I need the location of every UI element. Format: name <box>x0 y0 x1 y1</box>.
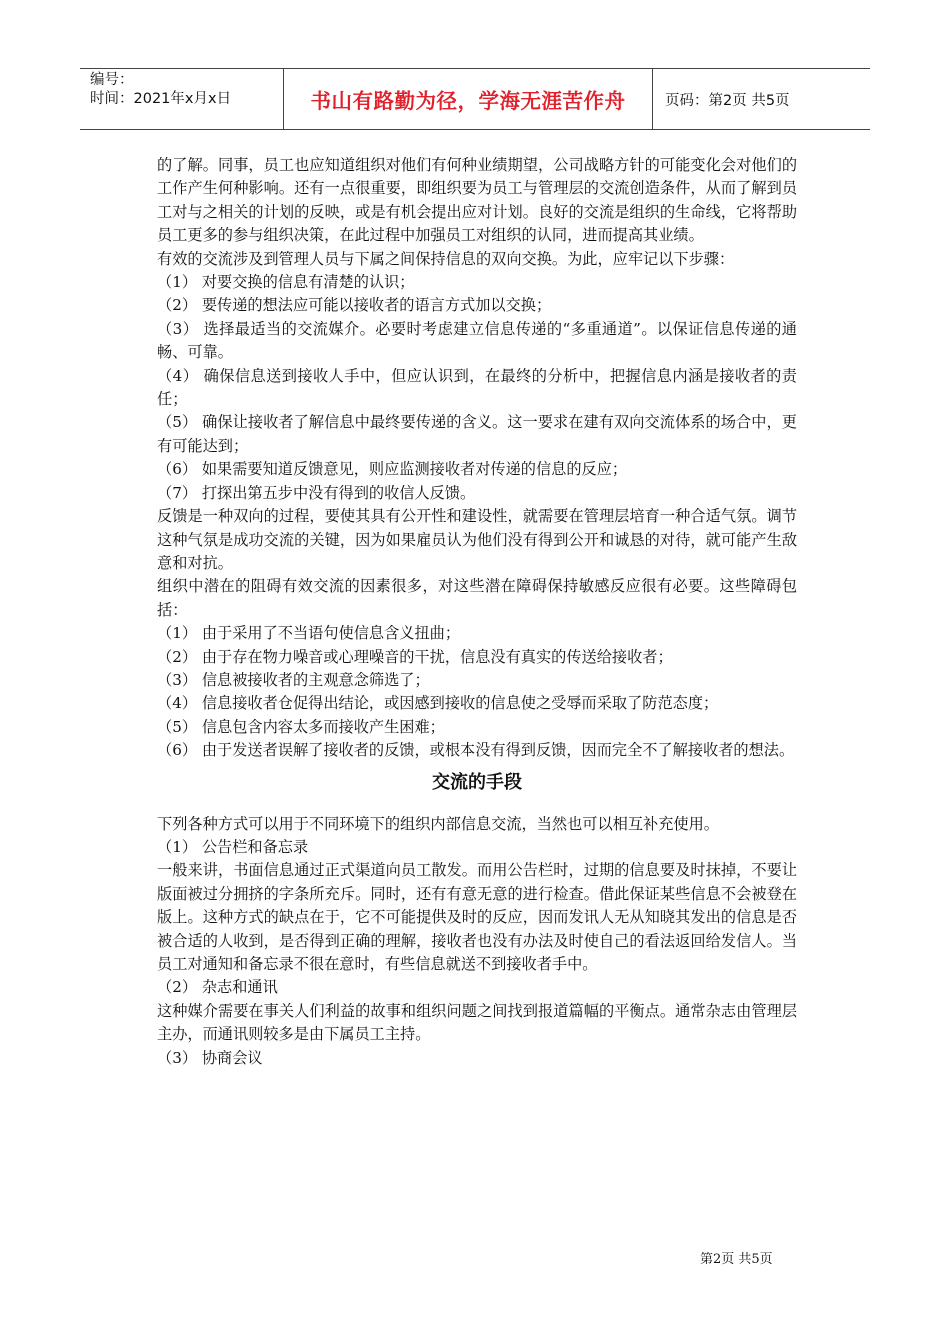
paragraph: 有效的交流涉及到管理人员与下属之间保持信息的双向交换。为此，应牢记以下步骤： <box>157 249 735 268</box>
list-item: （2） 由于存在物力噪音或心理噪音的干扰，信息没有真实的传送给接收者； <box>157 647 673 666</box>
subheading: （3） 协商会议 <box>157 1048 263 1067</box>
list-item: （7） 打探出第五步中没有得到的收信人反馈。 <box>157 483 476 502</box>
list-item: （3） 信息被接收者的主观意念筛选了； <box>157 670 430 689</box>
list-item: （4） 信息接收者仓促得出结论，或因感到接收的信息使之受辱而采取了防范态度； <box>157 694 719 713</box>
list-item: （5） 信息包含内容太多而接收产生困难； <box>157 717 445 736</box>
header-page-code: 页码：第2页 共5页 <box>665 92 790 109</box>
list-item: （1） 由于采用了不当语句使信息含义扭曲； <box>157 624 461 643</box>
paragraph: 下列各种方式可以用于不同环境下的组织内部信息交流，当然也可以相互补充使用。 <box>157 814 719 833</box>
paragraph: 的了解。同事，员工也应知道组织对他们有何种业绩期望，公司战略方针的可能变化会对他们的工作产生何种影响。还有一点很重要，即组织要为员工与管理层的交流创造条件，从而了解到员工对与之相关的计划的反映，或是有机会提出应对计划。良好的交流是组织的生命线，它将帮助员工更多的参与组织决策，在此过程中加强员工对组织的认同，进而提高其业绩。 <box>157 156 797 245</box>
subheading: （1） 公告栏和备忘录 <box>157 837 309 856</box>
paragraph: 反馈是一种双向的过程，要使其具有公开性和建设性，就需要在管理层培育一种合适气氛。调节这种气氛是成功交流的关键，因为如果雇员认为他们没有得到公开和诚恳的对待，就可能产生敌意和对抗。 <box>157 507 797 572</box>
header-meta <box>80 69 283 129</box>
page-footer: 第2页 共5页 <box>700 1252 773 1267</box>
section-title: 交流的手段 <box>432 771 522 793</box>
paragraph: 一般来讲，书面信息通过正式渠道向员工散发。而用公告栏时，过期的信息要及时抹掉，不要让版面被过分拥挤的字条所充斥。同时，还有有意无意的进行检查。借此保证某些信息不会被登在版上。这种方式的缺点在于，它不可能提供及时的反应，因而发讯人无从知晓其发出的信息是否被合适的人收到，是否得到正确的理解，接收者也没有办法及时使自己的看法返回给发信人。当员工对通知和备忘录不很在意时，有些信息就送不到接收者手中。 <box>157 861 797 973</box>
paragraph: 这种媒介需要在事关人们利益的故事和组织问题之间找到报道篇幅的平衡点。通常杂志由管理层主办，而通讯则较多是由下属员工主持。 <box>157 1001 797 1044</box>
list-item: （1） 对要交换的信息有清楚的认识； <box>157 273 415 292</box>
document-body <box>157 154 797 1070</box>
header-motto: 书山有路勤为径，学海无涯苦作舟 <box>283 69 653 129</box>
paragraph: 组织中潜在的阻碍有效交流的因素很多，对这些潜在障碍保持敏感反应很有必要。这些障碍包括： <box>157 577 797 619</box>
serial-label: 编号： <box>90 72 134 88</box>
list-item: （3） 选择最适当的交流媒介。必要时考虑建立信息传递的“多重通道”。以保证信息传递的通畅、可靠。 <box>157 319 797 362</box>
list-item: （6） 由于发送者误解了接收者的反馈，或根本没有得到反馈，因而完全不了解接收者的想法。 <box>157 741 795 760</box>
document-header <box>80 68 870 130</box>
time-label: 时间：2021年x月x日 <box>90 91 232 107</box>
list-item: （6） 如果需要知道反馈意见，则应监测接收者对传递的信息的反应； <box>157 460 628 479</box>
list-item: （2） 要传递的想法应可能以接收者的语言方式加以交换； <box>157 296 552 315</box>
subheading: （2） 杂志和通讯 <box>157 978 278 997</box>
list-item: （4） 确保信息送到接收人手中，但应认识到，在最终的分析中，把握信息内涵是接收者的责任； <box>157 366 797 409</box>
list-item: （5） 确保让接收者了解信息中最终要传递的含义。这一要求在建有双向交流体系的场合中，更有可能达到； <box>157 413 797 455</box>
